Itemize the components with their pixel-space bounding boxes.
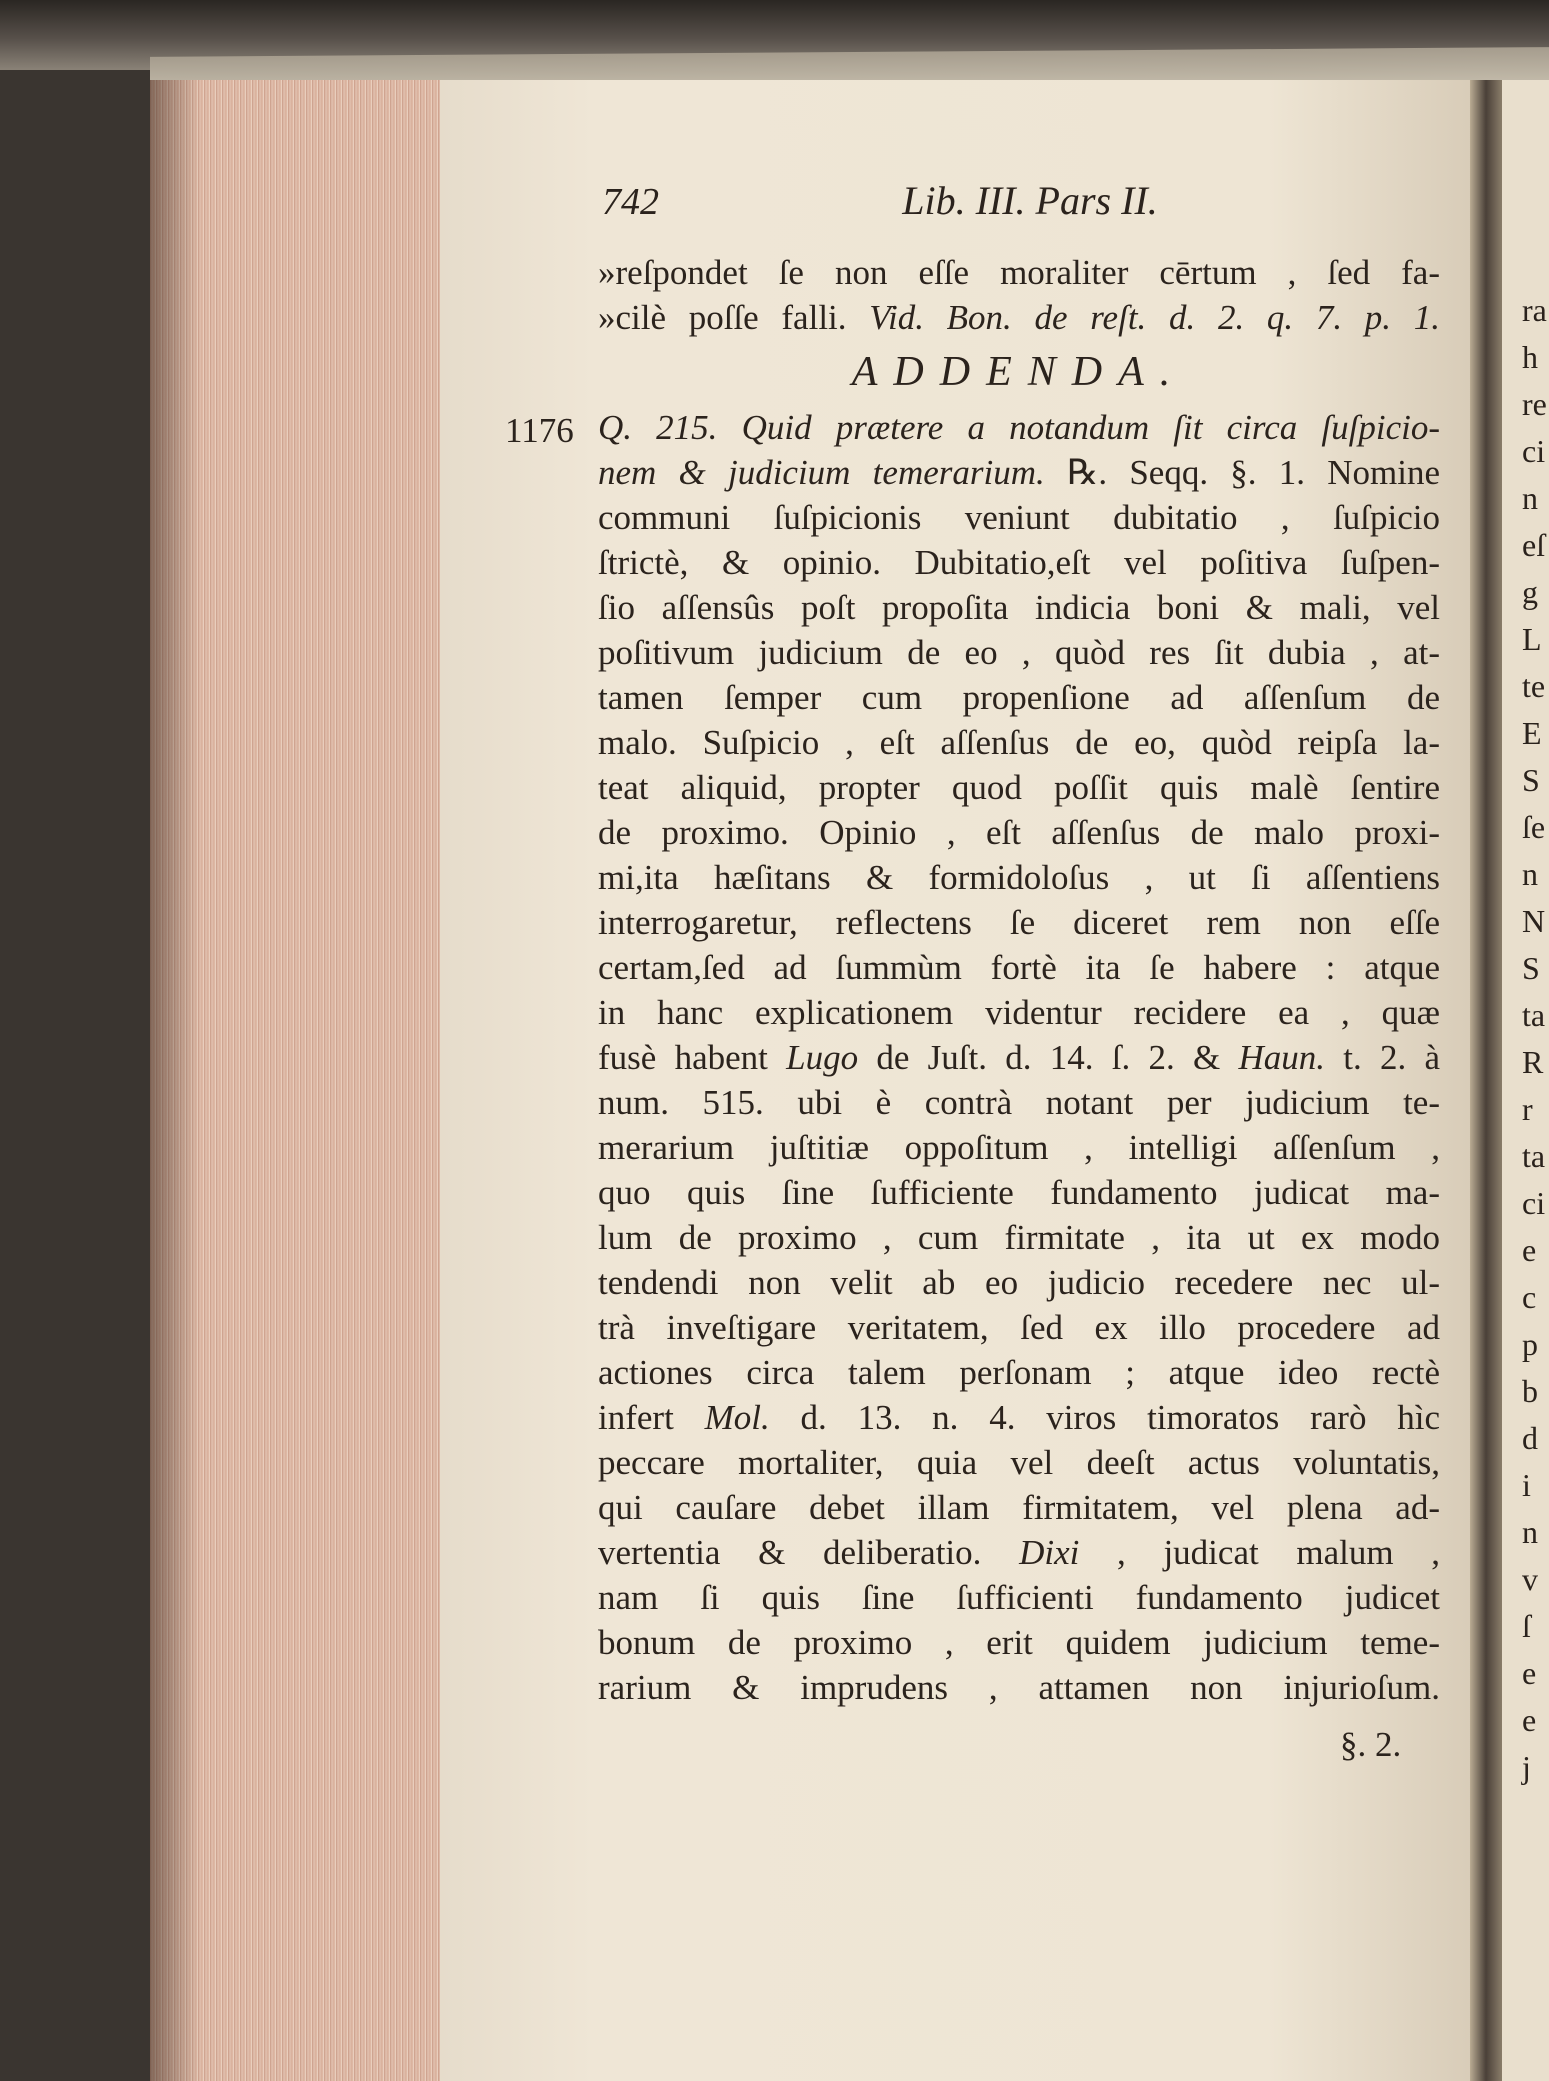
text-segment: bonum de proximo , erit quidem judicium teme- <box>598 1623 1440 1662</box>
next-page-fragment: r <box>1522 1091 1533 1127</box>
next-page-fragment: re <box>1522 386 1547 422</box>
text-segment: d. 13. n. 4. viros timoratos rarò hìc <box>769 1398 1441 1437</box>
text-segment: interrogaretur, reflectens ſe diceret rem non eſſe <box>598 903 1440 942</box>
next-page-fragment: N <box>1522 903 1546 939</box>
next-page-fragment: h <box>1522 339 1538 375</box>
text-line <box>598 1260 1440 1305</box>
text-segment: num. 515. ubi è contrà notant per judicium te- <box>598 1083 1440 1122</box>
text-segment: lum de proximo , cum firmitate , ita ut ex modo <box>598 1218 1440 1257</box>
text-line <box>598 450 1440 495</box>
text-line <box>598 1305 1440 1350</box>
page-block-shadow <box>150 80 200 2081</box>
text-segment: de proximo. Opinio , eſt aſſenſus de malo proxi- <box>598 813 1440 852</box>
next-page-fragment: i <box>1522 1467 1531 1503</box>
text-segment: merarium juſtitiæ oppoſitum , intelligi aſſenſum , <box>598 1128 1440 1167</box>
text-segment: »reſpondet ſe non eſſe moraliter cērtum , ſed fa- <box>598 253 1440 292</box>
text-segment: malo. Suſpicio , eſt aſſenſus de eo, quòd reipſa la- <box>598 723 1440 762</box>
next-page-fragment: eſ <box>1522 527 1546 563</box>
text-line <box>598 405 1440 450</box>
page-number: 742 <box>602 181 659 223</box>
text-segment: ſtrictè, & opinio. Dubitatio,eſt vel poſitiva ſuſpen- <box>598 543 1440 582</box>
text-line <box>598 1170 1440 1215</box>
italic-text: Dixi <box>1019 1533 1080 1572</box>
italic-text: Haun. <box>1238 1038 1325 1077</box>
text-line <box>598 250 1440 295</box>
text-segment: fusè habent <box>598 1038 787 1077</box>
catchword: §. 2. <box>1340 1725 1402 1764</box>
next-page-fragment: n <box>1522 480 1538 516</box>
text-segment: quo quis ſine ſufficiente fundamento judicat ma- <box>598 1173 1440 1212</box>
next-page-fragment: v <box>1522 1561 1538 1597</box>
next-page-fragment: ta <box>1522 997 1546 1033</box>
next-page-fragment: g <box>1522 574 1538 610</box>
text-line <box>598 1440 1440 1485</box>
next-page-fragment: ſ <box>1522 1608 1531 1644</box>
text-line <box>598 1620 1440 1665</box>
text-line <box>598 1035 1440 1080</box>
text-line <box>598 1080 1440 1125</box>
text-line <box>598 495 1440 540</box>
next-page-fragment: ra <box>1522 292 1547 328</box>
text-line <box>598 540 1440 585</box>
next-page-fragment: e <box>1522 1702 1537 1738</box>
next-page-fragment: c <box>1522 1279 1537 1315</box>
next-page-fragment: R <box>1522 1044 1544 1080</box>
next-page-fragment: ci <box>1522 1185 1546 1221</box>
text-line <box>598 585 1440 630</box>
text-segment: tamen ſemper cum propenſione ad aſſenſum de <box>598 678 1440 717</box>
text-segment: , judicat malum , <box>1079 1533 1441 1572</box>
next-page-fragment: te <box>1522 668 1546 704</box>
book-gutter <box>1470 80 1502 2081</box>
text-segment: ſio aſſensûs poſt propoſita indicia boni & mali, vel <box>598 588 1440 627</box>
section-heading <box>598 340 1440 405</box>
text-segment: qui cauſare debet illam firmitatem, vel plena ad- <box>598 1488 1440 1527</box>
next-page-fragment: ci <box>1522 433 1546 469</box>
next-page-fragment: S <box>1522 950 1540 986</box>
text-segment: t. 2. à <box>1324 1038 1440 1077</box>
next-page-fragment: e <box>1522 1655 1537 1691</box>
next-page-fragment: L <box>1522 621 1542 657</box>
text-segment: rarium & imprudens , attamen non injurioſum. <box>598 1668 1440 1707</box>
text-segment: actiones circa talem perſonam ; atque ideo rectè <box>598 1353 1440 1392</box>
text-segment: »cilè poſſe falli. <box>598 298 870 337</box>
text-line <box>598 1575 1440 1620</box>
next-page-fragment: d <box>1522 1420 1538 1456</box>
text-line <box>598 720 1440 765</box>
text-segment: tendendi non velit ab eo judicio recedere nec ul- <box>598 1263 1440 1302</box>
running-head: Lib. III. Pars II. <box>902 178 1158 223</box>
text-segment: nam ſi quis ſine ſufficienti fundamento judicet <box>598 1578 1440 1617</box>
text-segment: teat aliquid, propter quod poſſit quis malè ſentire <box>598 768 1440 807</box>
text-line <box>598 765 1440 810</box>
text-line <box>598 1485 1440 1530</box>
next-page-sliver <box>1502 80 1549 2081</box>
text-line <box>598 810 1440 855</box>
next-page-fragment: j <box>1522 1749 1531 1785</box>
next-page-fragment: n <box>1522 856 1538 892</box>
text-segment: communi ſuſpicionis veniunt dubitatio , ſuſpicio <box>598 498 1440 537</box>
next-page-fragment: E <box>1522 715 1542 751</box>
text-line <box>598 1665 1440 1710</box>
next-page-fragment: p <box>1522 1326 1538 1362</box>
text-line <box>598 630 1440 675</box>
text-line <box>598 900 1440 945</box>
page-body-text <box>598 250 1440 1710</box>
next-page-fragment: n <box>1522 1514 1538 1550</box>
text-line <box>598 1125 1440 1170</box>
text-line <box>598 990 1440 1035</box>
text-segment: vertentia & deliberatio. <box>598 1533 1020 1572</box>
next-page-fragment: ſe <box>1522 809 1546 845</box>
text-segment: trà inveſtigare veritatem, ſed ex illo procedere ad <box>598 1308 1440 1347</box>
text-segment: ℞. Seqq. §. 1. Nomine <box>1044 453 1440 492</box>
italic-text: Lugo <box>786 1038 859 1077</box>
text-line <box>598 1350 1440 1395</box>
next-page-fragment: S <box>1522 762 1540 798</box>
text-segment: poſitivum judicium de eo , quòd res ſit dubia , at- <box>598 633 1440 672</box>
text-line <box>598 1215 1440 1260</box>
next-page-fragment: ta <box>1522 1138 1546 1174</box>
text-segment: in hanc explicationem videntur recidere ea , quæ <box>598 993 1440 1032</box>
text-segment: peccare mortaliter, quia vel deeſt actus voluntatis, <box>598 1443 1440 1482</box>
italic-text: Mol. <box>704 1398 770 1437</box>
text-line <box>598 295 1440 340</box>
text-line <box>598 1395 1440 1440</box>
text-segment: mi,ita hæſitans & formidoloſus , ut ſi aſſentiens <box>598 858 1440 897</box>
text-line <box>598 675 1440 720</box>
next-page-fragment: e <box>1522 1232 1537 1268</box>
text-line <box>598 945 1440 990</box>
next-page-fragment: b <box>1522 1373 1538 1409</box>
italic-text: Vid. Bon. de reſt. d. 2. q. 7. p. 1. <box>869 298 1440 337</box>
italic-text: Q. 215. Quid prætere a notandum ſit circa ſuſpicio- <box>598 408 1440 447</box>
text-line <box>598 1530 1440 1575</box>
text-line <box>598 855 1440 900</box>
italic-text: nem & judicium temerarium. <box>598 453 1045 492</box>
text-segment: certam,ſed ad ſummùm fortè ita ſe habere : atque <box>598 948 1440 987</box>
text-segment: de Juſt. d. 14. ſ. 2. & <box>858 1038 1239 1077</box>
text-segment: ADDENDA. <box>851 349 1187 395</box>
margin-paragraph-number: 1176 <box>505 411 574 450</box>
text-segment: infert <box>598 1398 705 1437</box>
